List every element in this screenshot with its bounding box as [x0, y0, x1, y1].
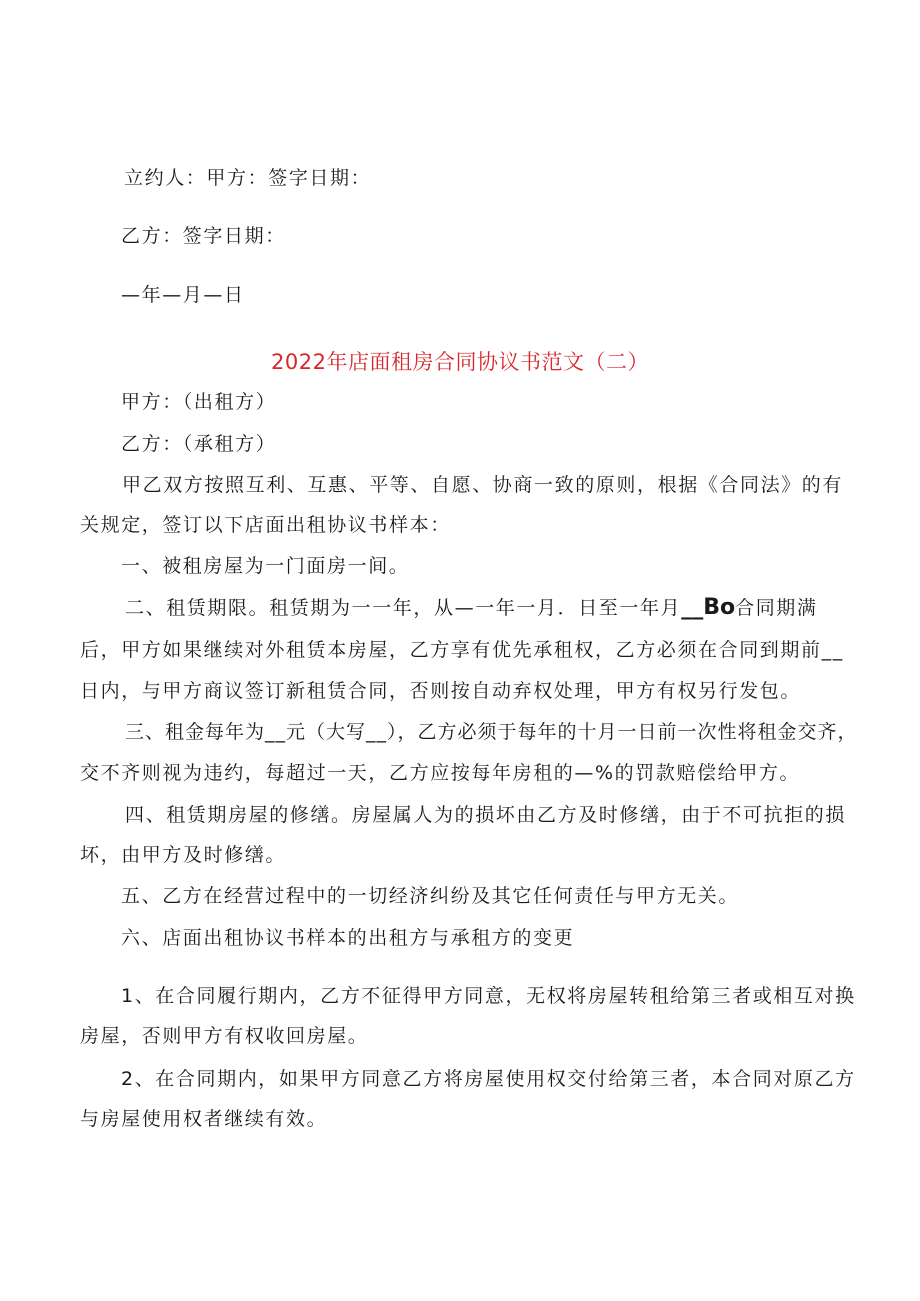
document-title: 2022年店面租房合同协议书范文（二）: [271, 350, 649, 374]
party-b-label: 乙方：（承租方）: [121, 433, 277, 455]
clause-6: 六、店面出租协议书样本的出租方与承租方的变更: [121, 927, 575, 949]
clause-2-line-1: [125, 596, 818, 620]
clause-2-line-2: 后，甲方如果继续对外租赁本房屋，乙方享有优先承租权，乙方必须在合同到期前__: [80, 639, 844, 661]
clause-1: 一、被租房屋为一门面房一间。: [121, 555, 410, 577]
clause-4-line-1: 四、租赁期房屋的修缮。房屋属人为的损坏由乙方及时修缮，由于不可抗拒的损: [125, 804, 847, 826]
clause-2-line-1-text: 二、租赁期限。租赁期为一一年，从—一年一月．日至一年月: [125, 597, 682, 619]
clause-5: 五、乙方在经营过程中的一切经济纠纷及其它任何责任与甲方无关。: [121, 885, 740, 907]
preamble-line-2: 关规定，签订以下店面出租协议书样本：: [80, 514, 451, 536]
clause-3-line-2: 交不齐则视为违约，每超过一天，乙方应按每年房租的—%的罚款赔偿给甲方。: [80, 762, 801, 784]
signature-date-line: —年—月—日: [121, 284, 245, 306]
clause-2-line-1-tail: 合同期满: [735, 597, 818, 619]
sub-item-2-line-2: 与房屋使用权者继续有效。: [80, 1108, 328, 1130]
clause-2-line-3: 日内，与甲方商议签订新租赁合同，否则按自动弃权处理，甲方有权另行发包。: [80, 680, 802, 702]
sub-item-2-line-1: 2、在合同期内，如果甲方同意乙方将房屋使用权交付给第三者，本合同对原乙方: [121, 1068, 856, 1090]
preamble-line-1: 甲乙双方按照互利、互惠、平等、自愿、协商一致的原则，根据《合同法》的有: [122, 474, 844, 496]
sub-item-1-line-2: 房屋，否则甲方有权收回房屋。: [80, 1025, 369, 1047]
signature-party-b-date: 乙方：签字日期：: [121, 225, 286, 247]
clause-3-line-1: 三、租金每年为__元（大写__），乙方必须于每年的十月一日前一次性将租金交齐，: [125, 721, 858, 743]
signature-party-a-date: 立约人：甲方：签字日期：: [124, 167, 372, 189]
sub-item-1-line-1: 1、在合同履行期内，乙方不征得甲方同意，无权将房屋转租给第三者或相互对换: [121, 985, 856, 1007]
clause-2-line-1-bold: __Bo: [681, 595, 736, 620]
party-a-label: 甲方：（出租方）: [121, 391, 277, 413]
clause-4-line-2: 坏，由甲方及时修缮。: [80, 844, 287, 866]
